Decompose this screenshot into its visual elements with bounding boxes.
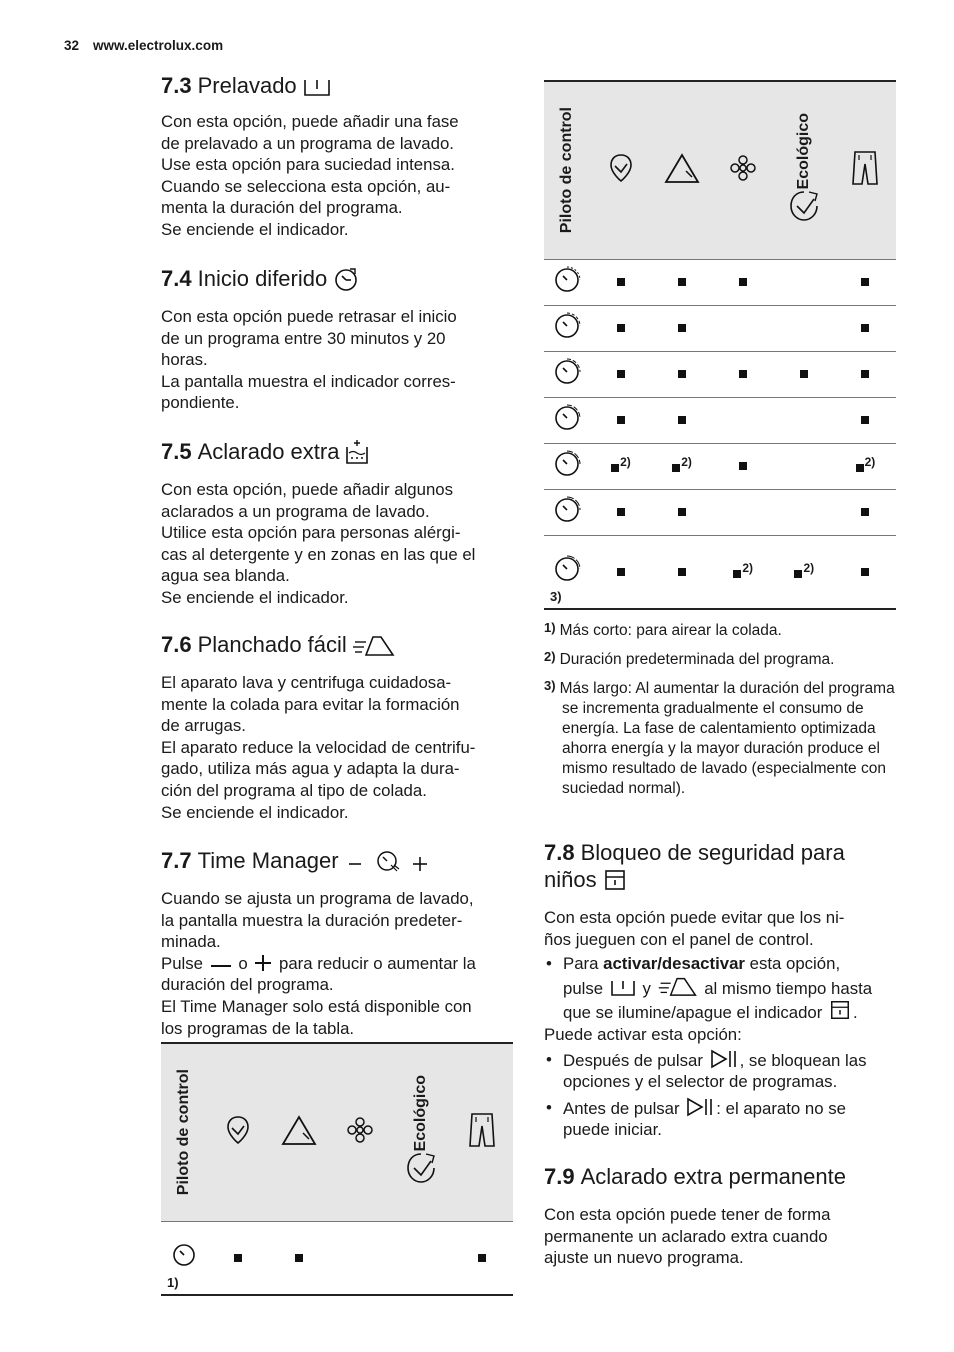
eco-header: Ecológico: [795, 112, 813, 189]
text-line: Se enciende el indicador.: [161, 587, 349, 607]
list-item: • Antes de pulsar : el aparato no se puede iniciar.: [544, 1097, 896, 1141]
text-line: Pulse o para reducir o aumentar la: [161, 953, 476, 973]
text-line: Con esta opción, puede añadir una fase: [161, 112, 459, 131]
delicates-icon: [330, 1043, 391, 1221]
text-line: horas.: [161, 350, 208, 370]
text-line: Cuando se ajusta un programa de lavado,: [161, 889, 474, 908]
text-line: Se enciende el indicador.: [161, 219, 349, 239]
jeans-icon: [452, 1043, 513, 1221]
section-body: [544, 1204, 896, 1269]
text-line: permanente un aclarado extra cuando: [544, 1226, 828, 1246]
mark-square: [856, 464, 864, 472]
child-lock-icon: [829, 999, 851, 1021]
section-7-3: [161, 72, 459, 241]
page-number: 32: [64, 38, 80, 53]
section-body: [161, 888, 476, 1039]
time-led-icon: [552, 328, 582, 345]
table-row: [544, 259, 896, 305]
synthetics-icon: [651, 81, 712, 259]
time-led-icon: [552, 512, 582, 529]
text-line: menta la duración del programa.: [161, 198, 403, 218]
text-line: ajuste un nuevo programa.: [544, 1248, 744, 1268]
section-7-8: [544, 839, 896, 1141]
mark-square: [672, 464, 680, 472]
time-led-icon: [552, 466, 582, 483]
section-title: [161, 631, 475, 658]
delicates-icon: [713, 81, 774, 259]
text-line: Con esta opción puede evitar que los ni-: [544, 908, 845, 927]
section-title-line-2: niños: [544, 866, 896, 893]
table-row: [544, 443, 896, 489]
text-line: cas al detergente y en zonas en las que el: [161, 544, 476, 564]
section-body: [161, 672, 475, 823]
mark-square: [678, 278, 686, 286]
delay-start-icon: [333, 266, 359, 292]
mark-footnote: 2): [803, 560, 815, 575]
website-url: www.electrolux.com: [93, 38, 224, 53]
section-number: 7.7: [161, 848, 192, 873]
section-heading: Aclarado extra: [197, 439, 340, 464]
text-line: de prelavado a un programa de lavado.: [161, 133, 454, 153]
section-title: [544, 839, 896, 866]
table-body: [544, 259, 896, 609]
text-line: mente la colada para evitar la formación: [161, 694, 460, 714]
section-number: 7.4: [161, 266, 192, 291]
mark-square: [861, 324, 869, 332]
table-header-row: [544, 81, 896, 259]
section-heading: Inicio diferido: [197, 266, 328, 291]
section-title: [161, 265, 457, 292]
text-line: los programas de la tabla.: [161, 1018, 355, 1038]
text-line: agua sea blanda.: [161, 566, 290, 586]
mark-footnote: 2): [620, 455, 631, 469]
mark-square: [295, 1254, 303, 1262]
mark-square: [861, 416, 869, 424]
time-manager-table-right: [544, 80, 896, 610]
section-7-5: [161, 438, 475, 609]
text-line: Puede activar esta opción:: [544, 1024, 742, 1044]
footnote-1: 1) Más corto: para airear la colada.: [544, 620, 782, 639]
mark-square: [611, 464, 619, 472]
text-line: gado, utiliza más agua y adapta la dura-: [161, 759, 460, 779]
mark-square: [478, 1254, 486, 1262]
section-heading: Aclarado extra permanente: [580, 1164, 846, 1189]
mark-square: [739, 370, 747, 378]
mark-square: [678, 416, 686, 424]
footnote-3: 3) Más largo: Al aumentar la duración del programa se incrementa gradualmente el consumo de energía. La fase de calentamiento optimizada ahorra energía y la mayor duración produce el mismo resultado de lavado (especialmente con suciedad normal).: [544, 678, 895, 797]
section-7-9: [544, 1163, 896, 1269]
section-heading: Time Manager: [197, 848, 339, 873]
text-line: El aparato reduce la velocidad de centrifu-: [161, 737, 476, 757]
mark-square: [617, 370, 625, 378]
time-led-icon: [170, 1256, 198, 1273]
footnotes: [544, 618, 896, 799]
text-line: duración del programa.: [161, 975, 334, 995]
section-title: [161, 847, 476, 874]
text-line: Use esta opción para suciedad intensa.: [161, 155, 455, 175]
text-line: El aparato lava y centrifuga cuidadosa-: [161, 673, 452, 692]
section-number: 7.9: [544, 1164, 575, 1189]
section-number: 7.8: [544, 840, 575, 865]
table-row: [544, 489, 896, 535]
text-line: Con esta opción puede retrasar el inicio: [161, 307, 457, 326]
section-7-4: [161, 265, 457, 414]
eco-icon: [787, 189, 821, 228]
section-body: [544, 907, 896, 1141]
section-title: [544, 1163, 896, 1190]
time-led-icon: [552, 374, 582, 391]
text-line: Con esta opción, puede añadir algunos: [161, 480, 454, 499]
mark-footnote: 2): [681, 455, 692, 469]
mark-footnote: 2): [742, 560, 753, 575]
text-line: minada.: [161, 932, 221, 952]
section-number: 7.3: [161, 73, 192, 98]
mark-square: [861, 508, 869, 516]
section-heading: Bloqueo de seguridad para: [580, 840, 845, 865]
time-led-icon: [552, 282, 582, 299]
section-body: [161, 306, 457, 414]
row-footnote: 1): [167, 1275, 179, 1290]
start-pause-icon: [686, 1097, 714, 1117]
mark-square: [617, 324, 625, 332]
synthetics-icon: [268, 1043, 329, 1221]
text-line: ños jueguen con el panel de control.: [544, 929, 814, 949]
text-line: Utilice esta opción para personas alérgi-: [161, 523, 461, 543]
time-manager-icon: [347, 848, 429, 874]
easy-iron-icon: [353, 633, 395, 657]
section-heading: Planchado fácil: [197, 632, 347, 657]
mark-square: [617, 278, 625, 286]
bullet-list: [544, 1049, 896, 1141]
text-line: Se enciende el indicador.: [161, 802, 349, 822]
mark-square: [733, 570, 741, 578]
pilot-header: Piloto de control: [558, 107, 576, 234]
text-line: pondiente.: [161, 393, 240, 413]
section-number: 7.6: [161, 632, 192, 657]
text-line: La pantalla muestra el indicador corres-: [161, 371, 456, 391]
mark-square: [678, 370, 686, 378]
section-7-6: [161, 631, 475, 823]
plus-icon: [254, 954, 272, 972]
table-row: [544, 305, 896, 351]
pilot-header: Piloto de control: [175, 1069, 193, 1196]
mark-square: [800, 370, 808, 378]
section-title: [161, 72, 459, 99]
section-body: [161, 479, 475, 609]
mark-square: [861, 278, 869, 286]
extra-rinse-icon: [345, 439, 369, 465]
time-led-icon: [552, 571, 582, 588]
prewash-icon: [610, 977, 636, 997]
mark-square: [739, 462, 747, 470]
mark-square: [617, 508, 625, 516]
mark-square: [678, 324, 686, 332]
text-line: de un programa entre 30 minutos y 20: [161, 328, 446, 348]
table-row: [161, 1221, 513, 1295]
table-row: [544, 397, 896, 443]
section-number: 7.5: [161, 439, 192, 464]
cotton-icon: [207, 1043, 268, 1221]
text-line: ción del programa al tipo de colada.: [161, 780, 427, 800]
prewash-icon: [303, 75, 331, 97]
eco-header: Ecológico: [412, 1074, 430, 1151]
text-line: Cuando se selecciona esta opción, au-: [161, 176, 451, 196]
mark-square: [617, 416, 625, 424]
eco-icon: [404, 1151, 438, 1190]
child-lock-icon: [603, 868, 627, 892]
text-line: aclarados a un programa de lavado.: [161, 501, 430, 521]
footnote-2: 2) Duración predeterminada del programa.: [544, 649, 835, 668]
jeans-icon: [835, 81, 896, 259]
section-title: [161, 438, 475, 465]
text-line: El Time Manager solo está disponible con: [161, 996, 472, 1016]
mark-footnote: 2): [864, 455, 876, 469]
table-header-row: [161, 1043, 513, 1221]
mark-square: [678, 568, 686, 576]
text-line: la pantalla muestra la duración predeter-: [161, 910, 463, 930]
section-7-7: [161, 847, 476, 1039]
text-line: Con esta opción puede tener de forma: [544, 1205, 831, 1224]
easy-iron-icon: [658, 975, 698, 997]
time-manager-table-left: [161, 1042, 513, 1296]
mark-square: [794, 570, 802, 578]
minus-icon: [210, 958, 232, 972]
text-line: de arrugas.: [161, 716, 246, 736]
mark-square: [617, 568, 625, 576]
section-body: [161, 111, 459, 241]
mark-square: [234, 1254, 242, 1262]
list-item: • Para activar/desactivar esta opción, pulse y al mismo tiempo hasta que se ilumine/apague el indicador .: [544, 953, 896, 1024]
mark-square: [861, 568, 869, 576]
table-row: [544, 535, 896, 609]
start-pause-icon: [710, 1049, 738, 1069]
table-row: [544, 351, 896, 397]
row-footnote: 3): [550, 589, 562, 604]
mark-square: [861, 370, 869, 378]
bullet-list: [544, 953, 896, 1024]
mark-square: [678, 508, 686, 516]
time-led-icon: [552, 420, 582, 437]
section-heading: Prelavado: [197, 73, 297, 98]
list-item: • Después de pulsar , se bloquean las opciones y el selector de programas.: [544, 1049, 896, 1093]
cotton-icon: [590, 81, 651, 259]
page-header: [64, 38, 223, 53]
mark-square: [739, 278, 747, 286]
